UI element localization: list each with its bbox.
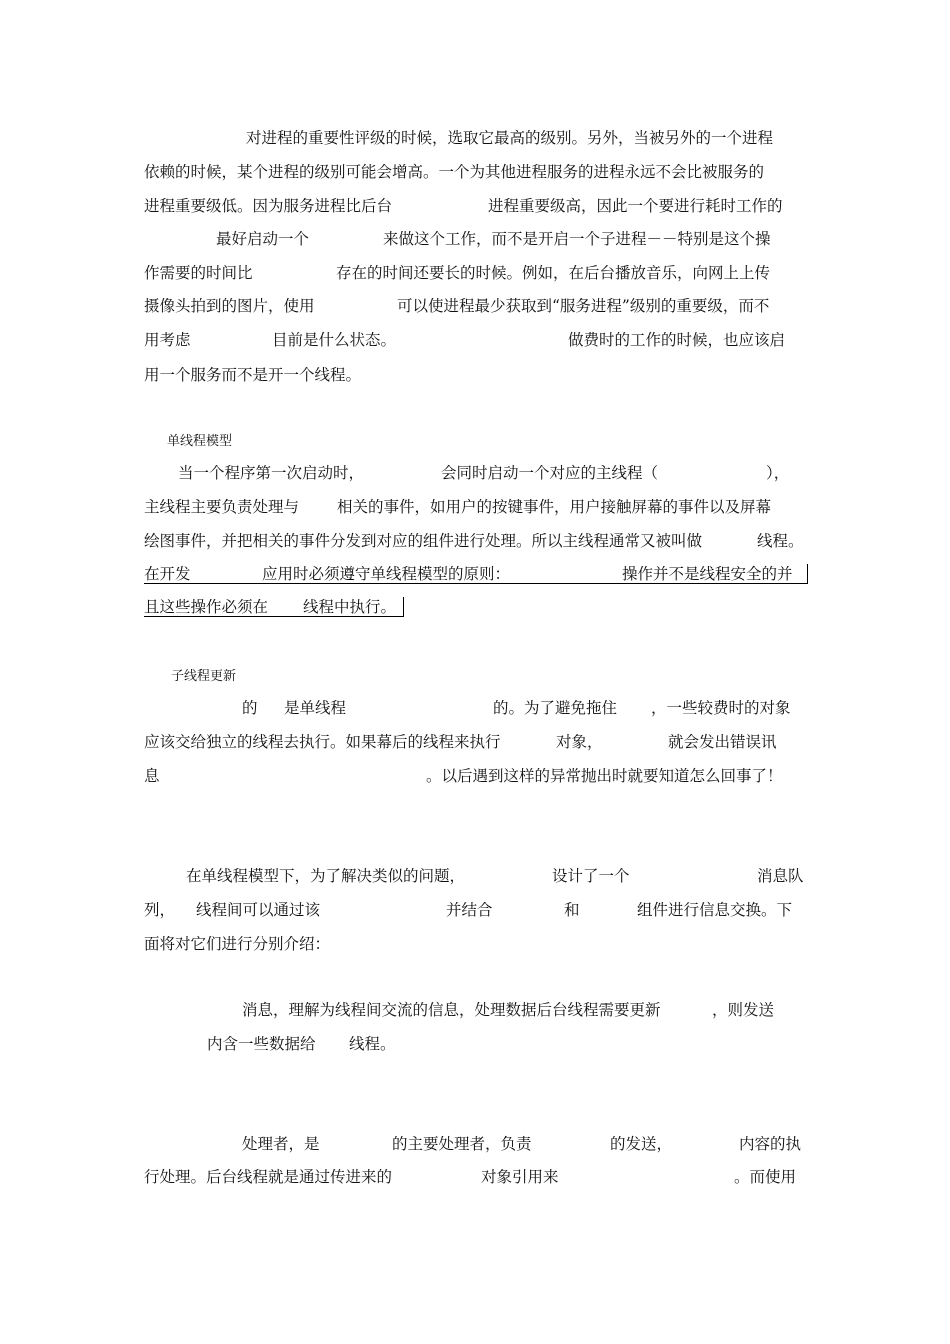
- text-segment: 内容的执: [739, 1135, 802, 1153]
- text-segment: 消息，理解为线程间交流的信息，处理数据后台线程需要更新: [242, 1001, 661, 1019]
- heading-subthread-update: 子线程更新: [171, 669, 237, 684]
- text-segment: 在单线程模型下，为了解决类似的问题，: [186, 867, 466, 885]
- text-segment: 的: [242, 699, 258, 717]
- text-segment: 进程重要级低。因为服务进程比后台: [144, 197, 393, 215]
- heading-single-thread-model: 单线程模型: [167, 434, 233, 449]
- text-segment: 的。为了避免拖住: [493, 699, 618, 717]
- text-segment: 主线程主要负责处理与: [144, 498, 300, 516]
- text-segment: 作需要的时间比: [144, 264, 253, 282]
- text-segment: 应用时必须遵守单线程模型的原则：: [262, 565, 511, 583]
- text-segment: 线程。: [349, 1035, 396, 1053]
- text-segment: 目前是什么状态。: [272, 331, 397, 349]
- text-segment: 线程。: [757, 532, 804, 550]
- text-segment: 绘图事件，并把相关的事件分发到对应的组件进行处理。所以主线程通常又被叫做: [144, 532, 703, 550]
- text-segment: 可以使进程最少获取到“服务进程”级别的重要级，而不: [397, 297, 770, 315]
- text-segment: 列，: [144, 901, 176, 919]
- text-segment: 处理者，是: [242, 1135, 320, 1153]
- highlight-box-right-border: [807, 564, 808, 584]
- text-segment: 摄像头拍到的图片，使用: [144, 297, 315, 315]
- text-segment: ，则发送: [712, 1001, 775, 1019]
- highlight-box-bottom-border: [144, 616, 404, 617]
- highlight-box-end-border: [403, 597, 404, 617]
- text-segment: 对象引用来: [481, 1168, 559, 1186]
- text-segment: 的发送，: [610, 1135, 673, 1153]
- text-segment: 且这些操作必须在: [144, 598, 269, 616]
- text-segment: 操作并不是线程安全的并: [622, 565, 793, 583]
- text-segment: 用一个服务而不是开一个线程。: [144, 366, 362, 384]
- text-segment: ，一些较费时的对象: [651, 699, 791, 717]
- text-segment: 内含一些数据给: [207, 1035, 316, 1053]
- text-segment: 设计了一个: [552, 867, 630, 885]
- text-segment: 应该交给独立的线程去执行。如果幕后的线程来执行: [144, 733, 501, 751]
- text-segment: 线程中执行。: [303, 598, 397, 616]
- text-segment: 线程间可以通过该: [196, 901, 321, 919]
- text-segment: 组件进行信息交换。下: [637, 901, 793, 919]
- text-segment: 在开发: [144, 565, 191, 583]
- text-segment: 。而使用: [734, 1168, 797, 1186]
- text-segment: 的主要处理者，负责: [392, 1135, 532, 1153]
- highlight-box-top-border: [144, 583, 808, 584]
- text-segment: 消息队: [757, 867, 804, 885]
- text-segment: 最好启动一个: [216, 230, 310, 248]
- text-segment: 。以后遇到这样的异常抛出时就要知道怎么回事了！: [426, 767, 783, 785]
- text-segment: 是单线程: [284, 699, 347, 717]
- text-segment: 息: [144, 767, 160, 785]
- text-segment: 依赖的时候，某个进程的级别可能会增高。一个为其他进程服务的进程永远不会比被服务的: [144, 163, 765, 181]
- text-segment: 会同时启动一个对应的主线程（: [441, 464, 659, 482]
- text-segment: 对象，: [556, 733, 603, 751]
- text-segment: 存在的时间还要长的时候。例如，在后台播放音乐，向网上上传: [336, 264, 771, 282]
- text-segment: 相关的事件，如用户的按键事件，用户接触屏幕的事件以及屏幕: [337, 498, 772, 516]
- text-segment: 并结合: [446, 901, 493, 919]
- text-segment: 来做这个工作，而不是开启一个子进程－－特别是这个操: [383, 230, 771, 248]
- text-segment: 对进程的重要性评级的时候，选取它最高的级别。另外，当被另外的一个进程: [246, 129, 774, 147]
- text-segment: 面将对它们进行分别介绍：: [144, 935, 331, 953]
- text-segment: 用考虑: [144, 331, 191, 349]
- text-segment: 和: [564, 901, 580, 919]
- text-segment: 行处理。后台线程就是通过传进来的: [144, 1168, 393, 1186]
- text-segment: 做费时的工作的时候，也应该启: [568, 331, 786, 349]
- text-segment: 就会发出错误讯: [668, 733, 777, 751]
- text-segment: 进程重要级高，因此一个要进行耗时工作的: [488, 197, 783, 215]
- text-segment: 当一个程序第一次启动时，: [178, 464, 365, 482]
- text-segment: ），: [766, 464, 790, 482]
